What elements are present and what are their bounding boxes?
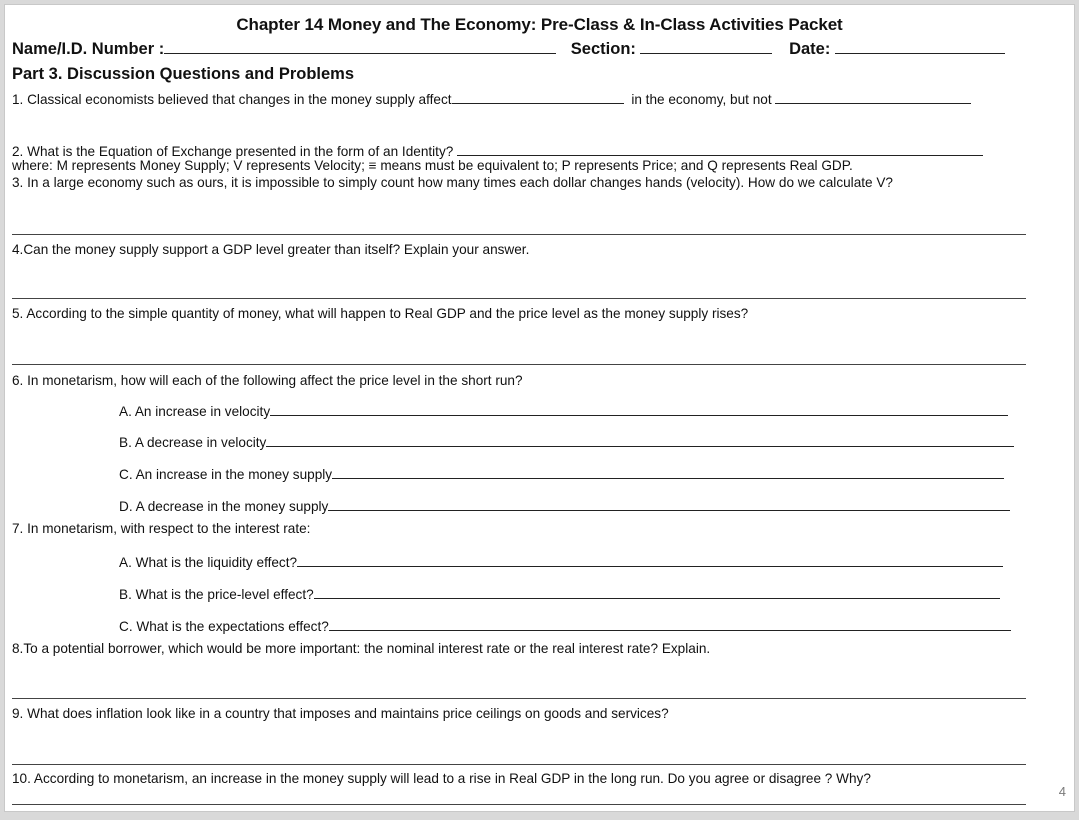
q2-blank[interactable] [457, 141, 983, 156]
section-blank[interactable] [640, 39, 772, 54]
q7-c-text: C. What is the expectations effect? [119, 619, 329, 634]
q6-c-blank[interactable] [332, 464, 1004, 479]
q8-answer-line[interactable] [12, 698, 1026, 699]
question-6: 6. In monetarism, how will each of the following affect the price level in the short run? [12, 373, 523, 388]
q7-a-blank[interactable] [297, 552, 1003, 567]
q2-text: 2. What is the Equation of Exchange presented in the form of an Identity? [12, 144, 454, 159]
question-2 [12, 141, 983, 159]
q7-c-blank[interactable] [329, 616, 1011, 631]
q1-text-b: in the economy, but not [631, 92, 772, 107]
q7-b-blank[interactable] [314, 584, 1000, 599]
packet-title: Chapter 14 Money and The Economy: Pre-Class & In-Class Activities Packet [236, 15, 843, 34]
q5-answer-line[interactable] [12, 364, 1026, 365]
question-4: 4.Can the money supply support a GDP level greater than itself? Explain your answer. [12, 242, 530, 257]
name-label: Name/I.D. Number : [12, 40, 165, 58]
q7-item-c [119, 616, 1011, 634]
question-10: 10. According to monetarism, an increase in the money supply will lead to a rise in Real GDP in the long run. Do you agree or disagree ? Why? [12, 771, 871, 786]
name-blank[interactable] [164, 39, 556, 54]
q7-item-b [119, 584, 1000, 602]
q6-d-text: D. A decrease in the money supply [119, 499, 329, 514]
question-5: 5. According to the simple quantity of money, what will happen to Real GDP and the price level as the money supply rises? [12, 306, 749, 321]
q6-item-c [119, 464, 1004, 482]
section-label: Section: [570, 40, 636, 58]
q6-d-blank[interactable] [328, 496, 1010, 511]
q1-text-a: 1. Classical economists believed that changes in the money supply affect [12, 92, 452, 107]
q6-a-blank[interactable] [270, 401, 1008, 416]
q7-b-text: B. What is the price-level effect? [119, 587, 314, 602]
q7-a-text: A. What is the liquidity effect? [119, 555, 298, 570]
part-heading: Part 3. Discussion Questions and Problems [12, 65, 355, 83]
q1-blank-1[interactable] [452, 89, 624, 104]
question-8: 8.To a potential borrower, which would be more important: the nominal interest rate or the real interest rate? Explain. [12, 641, 711, 656]
q3-answer-line[interactable] [12, 234, 1026, 235]
q4-answer-line[interactable] [12, 298, 1026, 299]
date-blank[interactable] [835, 39, 1005, 54]
q7-item-a [119, 552, 1003, 570]
q9-answer-line[interactable] [12, 764, 1026, 765]
question-3: 3. In a large economy such as ours, it is impossible to simply count how many times each dollar changes hands (velocity). How do we calculate V? [12, 175, 893, 190]
q6-c-text: C. An increase in the money supply [119, 467, 333, 482]
page-number: 4 [1058, 784, 1066, 799]
q6-item-d [119, 496, 1010, 514]
name-row [12, 39, 1005, 59]
q6-a-text: A. An increase in velocity [119, 404, 271, 419]
question-7: 7. In monetarism, with respect to the interest rate: [12, 521, 311, 536]
q6-item-a [119, 401, 1008, 419]
date-label: Date: [789, 40, 831, 58]
q6-b-text: B. A decrease in velocity [119, 435, 267, 450]
q2-where: where: M represents Money Supply; V represents Velocity; ≡ means must be equivalent to; P represents Price; and Q represents Real GDP. [12, 158, 853, 173]
q1-blank-2[interactable] [775, 89, 971, 104]
q6-item-b [119, 432, 1014, 450]
q6-b-blank[interactable] [266, 432, 1014, 447]
q10-answer-line[interactable] [12, 804, 1026, 805]
worksheet-page [4, 4, 1075, 812]
question-9: 9. What does inflation look like in a country that imposes and maintains price ceilings on goods and services? [12, 706, 669, 721]
question-1 [12, 89, 971, 107]
